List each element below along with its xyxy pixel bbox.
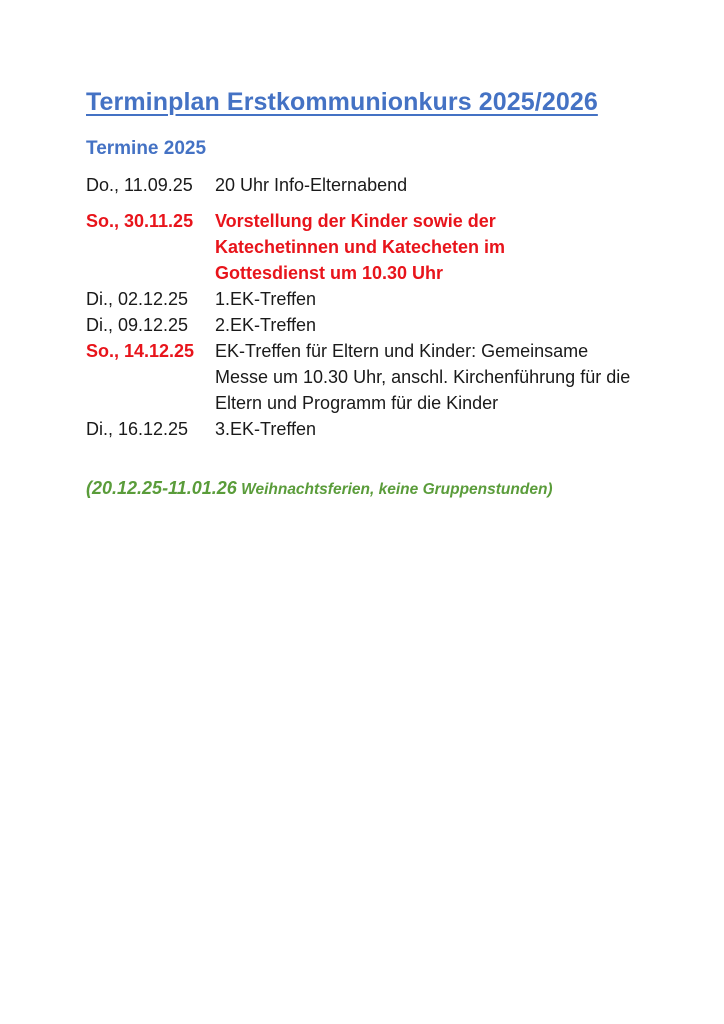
- schedule-entry: [86, 172, 646, 198]
- entry-description: 2.EK-Treffen: [215, 315, 317, 335]
- holiday-open-paren: (: [86, 478, 92, 498]
- schedule-list: [86, 172, 646, 442]
- holiday-note: [86, 478, 553, 499]
- schedule-entry-highlighted: [86, 208, 646, 286]
- entry-date: Do., 11.09.25: [86, 175, 193, 195]
- holiday-text: Weihnachtsferien, keine Gruppenstunden): [236, 481, 553, 498]
- entry-description: Vorstellung der Kinder sowie der Katechetinnen und Katecheten im Gottesdienst um 10.30 Uhr: [215, 211, 506, 283]
- entry-description: 1.EK-Treffen: [215, 289, 317, 309]
- entry-date: Di., 16.12.25: [86, 419, 189, 439]
- schedule-entry-highlighted-date: [86, 338, 646, 416]
- schedule-entry: [86, 416, 646, 442]
- entry-description: EK-Treffen für Eltern und Kinder: Gemeinsame Messe um 10.30 Uhr, anschl. Kirchenführung für die Eltern und Programm für die Kinder: [215, 341, 631, 413]
- entry-description: 20 Uhr Info-Elternabend: [215, 175, 408, 195]
- section-heading: Termine 2025: [86, 138, 207, 159]
- schedule-entry: [86, 312, 646, 338]
- entry-description: 3.EK-Treffen: [215, 419, 317, 439]
- holiday-dates: 20.12.25-11.01.26: [92, 478, 237, 498]
- page-title: Terminplan Erstkommunionkurs 2025/2026: [86, 88, 598, 116]
- entry-date: Di., 09.12.25: [86, 315, 189, 335]
- entry-date: So., 14.12.25: [86, 341, 195, 361]
- schedule-entry: [86, 286, 646, 312]
- entry-date: So., 30.11.25: [86, 211, 194, 231]
- entry-date: Di., 02.12.25: [86, 289, 189, 309]
